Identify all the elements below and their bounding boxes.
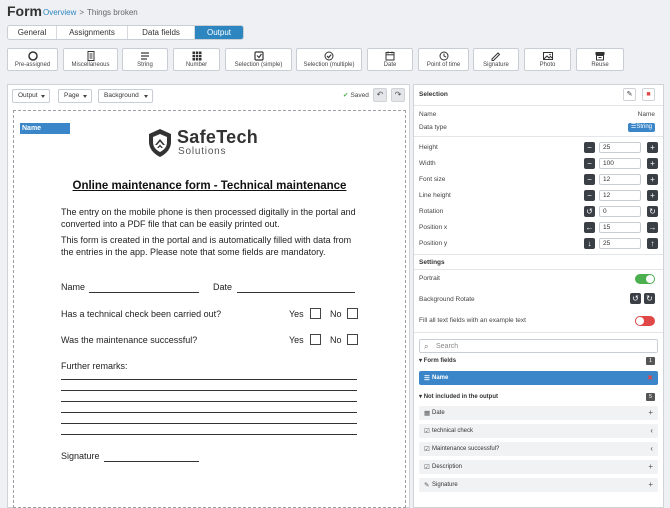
rotation-input[interactable]: 0	[599, 206, 641, 217]
width-control	[584, 158, 658, 169]
no-label: No	[330, 309, 342, 319]
properties-panel	[413, 84, 664, 508]
rotate-right-icon: ↻	[646, 294, 653, 303]
height-control	[584, 142, 658, 153]
logo-subtitle: Solutions	[178, 146, 227, 157]
checkbox-q2-no	[347, 334, 358, 345]
position-x-left-button[interactable]: ←	[585, 223, 594, 232]
background-dropdown[interactable]: Background	[98, 89, 153, 103]
field-date-button[interactable]	[367, 48, 413, 71]
signature-line	[104, 461, 199, 462]
saved-status: ✔ Saved	[343, 92, 369, 99]
signature-label: Signature	[61, 451, 100, 461]
chevron-down-icon	[144, 95, 148, 98]
position-x-control	[584, 222, 658, 233]
tab-output[interactable]: Output	[195, 26, 243, 39]
width-decrease-button[interactable]: −	[584, 158, 595, 169]
text-lines-icon	[140, 51, 150, 61]
field-label: String	[137, 62, 153, 68]
not-included-signature[interactable]	[419, 478, 658, 492]
redo-button[interactable]	[391, 88, 405, 102]
line-height-input[interactable]: 12	[599, 190, 641, 201]
checkbox-icon: ☑	[424, 428, 430, 435]
not-included-description[interactable]	[419, 460, 658, 474]
not-included-maintenance-successful[interactable]	[419, 442, 658, 456]
field-point-of-time-button[interactable]	[418, 48, 469, 71]
tab-general[interactable]: General	[8, 26, 57, 39]
add-icon[interactable]: +	[648, 462, 653, 471]
form-field-label: Name	[432, 375, 449, 381]
line-height-control	[584, 190, 658, 201]
undo-button[interactable]	[373, 88, 387, 102]
page-title: Form	[7, 3, 42, 19]
remarks-label: Further remarks:	[61, 361, 128, 371]
name-prop-label: Name	[419, 111, 437, 118]
check-icon: ✔	[343, 92, 349, 99]
breadcrumb	[43, 8, 138, 17]
not-included-count: 5	[646, 393, 655, 401]
fill-example-label: Fill all text fields with an example text	[419, 317, 526, 324]
document-page	[13, 110, 406, 508]
breadcrumb-overview[interactable]: Overview	[43, 8, 77, 17]
field-label: Point of time	[426, 62, 461, 68]
signature-icon	[491, 51, 501, 61]
document-title: Online maintenance form - Technical maintenance	[72, 180, 347, 192]
checkbox-icon: ☑	[424, 464, 430, 471]
clock-icon	[439, 51, 449, 61]
portrait-toggle[interactable]	[635, 274, 655, 284]
remarks-line	[61, 423, 357, 424]
field-selection-simple-button[interactable]	[225, 48, 292, 71]
field-label: Selection (multiple)	[303, 62, 355, 68]
field-selection-multiple-button[interactable]	[296, 48, 362, 71]
tab-bar	[7, 25, 244, 40]
portrait-label: Portrait	[419, 275, 440, 282]
logo-brand: SafeTech	[177, 127, 259, 147]
name-field-placement[interactable]: Name	[20, 123, 70, 134]
position-x-input[interactable]: 15	[599, 222, 641, 233]
field-reuse-button[interactable]	[576, 48, 624, 71]
chevron-left-icon[interactable]: ‹	[650, 444, 653, 453]
document-icon	[86, 51, 96, 61]
width-label: Width	[419, 160, 436, 167]
field-label: Reuse	[591, 62, 609, 68]
form-fields-group[interactable]: ▾ Form fields	[419, 358, 457, 364]
remarks-line	[61, 412, 357, 413]
chevron-down-icon	[83, 95, 87, 98]
text-lines-icon: ☰	[424, 375, 430, 382]
remarks-line	[61, 379, 357, 380]
field-string-button[interactable]	[122, 48, 168, 71]
undo-icon: ↶	[376, 90, 384, 99]
add-icon[interactable]: +	[648, 480, 653, 489]
document-paragraph-1: The entry on the mobile phone is then processed digitally in the portal and converted into a PDF file that can be easily printed out.	[61, 207, 356, 229]
width-input[interactable]: 100	[599, 158, 641, 169]
breadcrumb-current: Things broken	[87, 8, 138, 17]
field-label: Photo	[539, 62, 556, 68]
yes-label: Yes	[289, 309, 304, 319]
search-icon: ⌕	[424, 342, 429, 351]
editor-canvas	[7, 84, 410, 508]
remarks-line	[61, 390, 357, 391]
height-input[interactable]: 25	[599, 142, 641, 153]
date-line	[237, 292, 355, 293]
font-size-control	[584, 174, 658, 185]
field-label: Signature	[483, 62, 509, 68]
field-label: Pre-assigned	[14, 62, 51, 68]
calendar-icon: ▦	[424, 410, 431, 417]
yes-label: Yes	[289, 335, 304, 345]
name-line	[89, 292, 199, 293]
line-height-label: Line height	[419, 192, 451, 199]
question-maintenance-successful: Was the maintenance successful?	[61, 335, 198, 345]
rotate-right-button[interactable]: ↻	[647, 206, 658, 217]
field-miscellaneous-button[interactable]	[63, 48, 118, 71]
circle-icon	[28, 51, 38, 61]
document-paragraph-2: This form is created in the portal and is automatically filled with data from the entries in the app. Please note that some fields are mandatory.	[61, 235, 352, 257]
line-height-decrease-button[interactable]: −	[584, 190, 595, 201]
line-height-increase-button[interactable]: +	[647, 190, 658, 201]
background-rotate-right-button[interactable]	[644, 293, 655, 304]
checkbox-q1-yes	[310, 308, 321, 319]
font-size-input[interactable]: 12	[599, 174, 641, 185]
field-pre-assigned-button[interactable]	[7, 48, 58, 71]
datatype-label: Data type	[419, 124, 447, 131]
name-prop-value: Name	[637, 111, 655, 118]
image-icon	[543, 51, 553, 61]
tab-assignments[interactable]: Assignments	[57, 26, 128, 39]
reuse-icon	[595, 51, 605, 61]
tab-data-fields[interactable]: Data fields	[128, 26, 195, 39]
height-decrease-button[interactable]: −	[584, 142, 595, 153]
selection-title: Selection	[419, 91, 448, 98]
position-y-label: Position y	[419, 240, 448, 247]
height-label: Height	[419, 144, 438, 151]
chevron-left-icon[interactable]: ‹	[650, 426, 653, 435]
item-label: Description	[432, 464, 463, 470]
form-fields-count: 1	[646, 357, 655, 365]
name-label: Name	[61, 282, 86, 292]
position-y-input[interactable]: 25	[599, 238, 641, 249]
page-dropdown[interactable]: Page	[58, 89, 92, 103]
remove-icon[interactable]: ✖	[647, 375, 653, 382]
trash-icon: ■	[646, 91, 651, 98]
editor-toolbar	[8, 85, 409, 107]
shield-logo-icon	[147, 128, 173, 158]
question-technical-check: Has a technical check been carried out?	[61, 309, 222, 319]
fill-example-toggle[interactable]	[635, 316, 655, 326]
checkbox-q2-yes	[310, 334, 321, 345]
settings-title: Settings	[419, 259, 445, 266]
item-label: Date	[432, 410, 445, 416]
grid-icon	[192, 51, 202, 61]
signature-icon: ✎	[424, 482, 430, 489]
rotate-left-icon: ↺	[632, 294, 639, 303]
font-size-decrease-button[interactable]: −	[584, 174, 595, 185]
not-included-date[interactable]	[419, 406, 658, 420]
checkmark-icon	[324, 51, 334, 61]
checkbox-q1-no	[347, 308, 358, 319]
string-icon: ☰	[630, 124, 637, 130]
background-rotate-left-button[interactable]	[630, 293, 641, 304]
background-rotate-label: Background Rotate	[419, 296, 475, 303]
field-label: Number	[185, 62, 208, 68]
position-y-down-button[interactable]: ↓	[584, 238, 595, 249]
field-label: Miscellaneous	[71, 62, 110, 68]
rotate-left-button[interactable]: ↺	[584, 206, 595, 217]
checkbox-icon: ☑	[424, 446, 430, 453]
edit-button[interactable]	[623, 88, 636, 101]
date-label: Date	[213, 282, 233, 292]
add-icon[interactable]: +	[648, 408, 653, 417]
not-included-group[interactable]: ▾ Not included in the output	[419, 394, 499, 400]
item-label: Signature	[432, 482, 458, 488]
rotation-label: Rotation	[419, 208, 444, 215]
item-label: technical check	[432, 428, 474, 434]
chevron-down-icon	[41, 95, 45, 98]
calendar-icon	[385, 51, 395, 61]
form-field-name[interactable]	[419, 371, 658, 385]
field-photo-button[interactable]	[524, 48, 571, 71]
header	[0, 0, 670, 24]
rotation-control	[584, 206, 658, 217]
font-size-label: Font size	[419, 176, 446, 183]
position-y-up-button[interactable]: ↑	[647, 238, 658, 249]
output-dropdown[interactable]: Output	[12, 89, 50, 103]
font-size-increase-button[interactable]: +	[647, 174, 658, 185]
field-label: Selection (simple)	[234, 62, 283, 68]
width-increase-button[interactable]: +	[647, 158, 658, 169]
remarks-line	[61, 434, 357, 435]
delete-button[interactable]	[642, 88, 655, 101]
company-logo	[147, 127, 277, 159]
redo-icon: ↷	[394, 90, 402, 99]
item-label: Maintenance successful?	[432, 446, 500, 452]
field-number-button[interactable]	[173, 48, 220, 71]
height-increase-button[interactable]: +	[647, 142, 658, 153]
no-label: No	[330, 335, 342, 345]
not-included-technical-check[interactable]	[419, 424, 658, 438]
checkbox-icon	[254, 51, 264, 61]
position-x-right-button[interactable]: →	[648, 223, 657, 232]
field-signature-button[interactable]	[473, 48, 519, 71]
remarks-line	[61, 401, 357, 402]
field-search[interactable]	[419, 339, 658, 353]
datatype-badge: ☰String	[628, 123, 655, 132]
pencil-icon: ✎	[626, 91, 633, 98]
position-y-control	[584, 238, 658, 249]
breadcrumb-separator: >	[79, 8, 85, 17]
position-x-label: Position x	[419, 224, 448, 231]
search-placeholder: Search	[436, 343, 459, 350]
field-label: Date	[383, 62, 397, 68]
